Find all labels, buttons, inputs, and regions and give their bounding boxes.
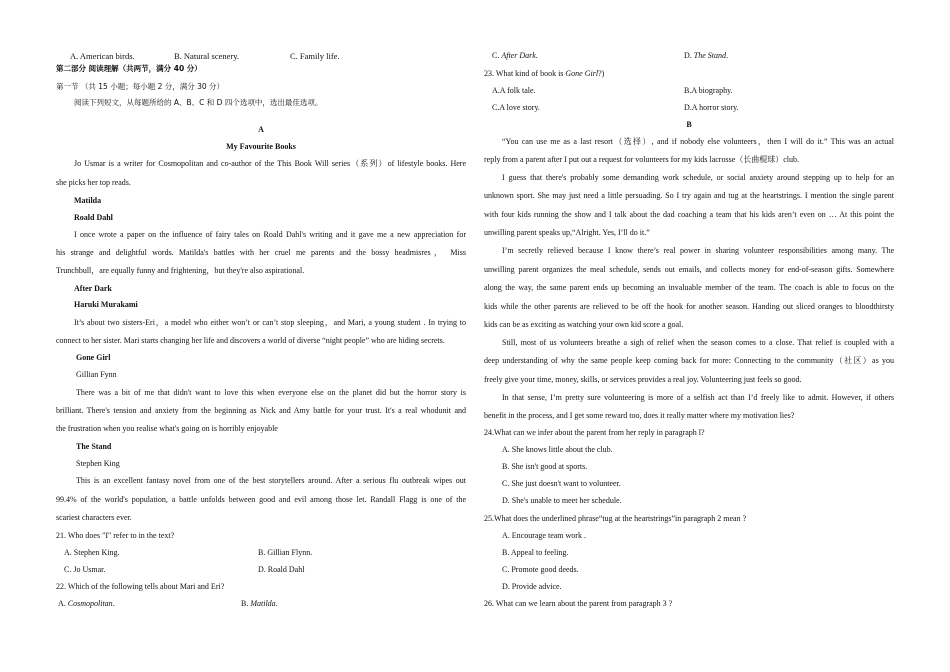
- passage-b-line-8: unwilling parent organizes the meal schedule, sends out emails, and collects money for end-of-season gifts. Somewhere: [484, 265, 894, 274]
- q22-option-b: B. Matilda.: [241, 599, 278, 608]
- prev-option-b: B. Natural scenery.: [174, 51, 240, 61]
- passage-b-line-13: deep understanding of why the same people keep coming back for more: Connecting to the community（社区）as you: [484, 356, 894, 365]
- passage-b-line-6: unwilling parent speaks up,“Alright. Yes, I’ll do it.”: [484, 228, 650, 237]
- passage-b-line-3: I guess that there's probably some demanding work schedule, or social anxiety around stepping up to help for an: [502, 173, 894, 182]
- q25-option-d: D. Provide advice.: [502, 582, 562, 591]
- q24-option-a: A. She knows little about the club.: [502, 445, 613, 454]
- instructions: 阅读下列短文，从每题所给的 A、B、C 和 D 四个选项中，选出最佳选项。: [74, 98, 323, 107]
- book1-line-2: his strange and delightful words. Matilda's battles with her cruel me parents and the bossy headmisres， Miss: [56, 248, 466, 257]
- passage-b-line-9: along the way, the same parent ends up becoming an invaluable member of the team. The coach is able to focus on the: [484, 283, 894, 292]
- passage-b-letter: B: [686, 120, 692, 129]
- book2-line-2: connect to her sister. Mari starts changing her life and discovers a world of diverse “night people” who are hiding secrets.: [56, 336, 445, 345]
- passage-b-line-5: with four kids running the show and I talk about the dad coaching a team that his kids aren’t even on … At this point the: [484, 210, 894, 219]
- prev-option-c: C. Family life.: [290, 51, 340, 61]
- book3-line-1: There was a bit of me that didn't want to love this when everyone else on the planet did but the horror story is: [76, 388, 466, 397]
- q25-option-c: C. Promote good deeds.: [502, 565, 579, 574]
- passage-b-line-4: unknown sport. She may just need a little persuading. So I try again and tug at the heartstrings. I mention the single parent: [484, 191, 894, 200]
- q23-stem: 23. What kind of book is Gone Girl?): [484, 69, 605, 78]
- q24-stem: 24.What can we infer about the parent from her reply in paragraph l?: [484, 428, 705, 437]
- q23-option-c: C.A love story.: [492, 103, 540, 112]
- intro-line-1: Jo Usmar is a writer for Cosmopolitan and co-author of the This Book Will series（系列）of lifestyle books. Here: [74, 159, 466, 168]
- q23-option-d: D.A horror story.: [684, 103, 739, 112]
- part-two-title: 第二部分 阅读理解（共两节，满分 40 分）: [56, 64, 202, 73]
- book4-author: Stephen King: [76, 459, 120, 468]
- book4-line-2: 99.4% of the world's population, a battle unfolds between good and evil among those let. Randall Flagg is one of the: [56, 495, 466, 504]
- book1-title: Matilda: [74, 196, 102, 205]
- q24-option-c: C. She just doesn't want to volunteer.: [502, 479, 621, 488]
- book4-line-3: scariest characters ever.: [56, 513, 132, 522]
- passage-b-line-11: kids can be as exciting as watching your own kid score a goal.: [484, 320, 684, 329]
- book4-title: The Stand: [76, 442, 112, 451]
- q25-option-a: A. Encourage team work .: [502, 531, 586, 540]
- passage-b-line-15: In that sense, I’m pretty sure volunteering is more of a selfish act than I’d freely like to admit. However, if others: [502, 393, 894, 402]
- q25-option-b: B. Appeal to feeling.: [502, 548, 569, 557]
- q24-option-b: B. She isn't good at sports.: [502, 462, 588, 471]
- passage-a-letter: A: [258, 125, 264, 134]
- book3-line-3: the frustration when you realise what's going on is horribly enjoyable: [56, 424, 278, 433]
- q21-option-d: D. Roald Dahl: [258, 565, 305, 574]
- q22-stem: 22. Which of the following tells about Mari and Eri?: [56, 582, 225, 591]
- passage-b-line-1: “You can use me as a last resort（选择）, and if nobody else volunteers，then I will do it.” This was an actual: [502, 137, 894, 146]
- passage-b-line-2: reply from a parent after I put out a request for volunteers for my kids lacrosse（长曲棍球）club.: [484, 155, 800, 164]
- passage-b-line-10: kids while the other parents are relieved to be off the hook for another season. Handing out sliced oranges to bloodthirsty: [484, 302, 894, 311]
- q22-option-d: D. The Stand.: [684, 51, 729, 60]
- book2-author: Haruki Murakami: [74, 300, 138, 309]
- q23-option-b: B.A biography.: [684, 86, 733, 95]
- q25-stem: 25.What does the underlined phrase“tug at the heartstrings”in paragraph 2 mean ?: [484, 514, 747, 523]
- passage-b-line-14: freely give your time, money, skills, or services provides a real joy. Volunteering just feels so good.: [484, 375, 802, 384]
- q21-option-a: A. Stephen King.: [64, 548, 120, 557]
- book1-author: Roald Dahl: [74, 213, 113, 222]
- q21-option-b: B. Gillian Flynn.: [258, 548, 313, 557]
- passage-b-line-7: I’m secretly relieved because I know there’s real power in sharing volunteer responsibilities among many. The: [502, 246, 894, 255]
- book3-title: Gone Girl: [76, 353, 111, 362]
- book3-author: Gillian Fynn: [76, 370, 117, 379]
- book2-title: After Dark: [74, 284, 112, 293]
- prev-option-a: A. American birds.: [70, 51, 135, 61]
- section-one-title: 第一节 （共 15 小题；每小题 2 分，满分 30 分）: [56, 82, 225, 91]
- q23-option-a: A.A folk tale.: [492, 86, 536, 95]
- book1-line-3: Trunchbull，are equally funny and frightening，but they're also aspirational.: [56, 266, 305, 275]
- passage-a-title: My Favourite Books: [226, 142, 296, 151]
- book1-line-1: I once wrote a paper on the influence of fairy tales on Roald Dahl's writing and it gave me a new appreciation for: [74, 230, 466, 239]
- book3-line-2: brilliant. There's tension and anxiety from the beginning as Nick and Amy battle for your trust. It's a real whodunit and: [56, 406, 466, 415]
- q26-stem: 26. What can we learn about the parent from paragraph 3 ?: [484, 599, 673, 608]
- passage-b-line-12: Still, most of us volunteers breathe a sigh of relief when the season comes to a close. That relief is coupled with a: [502, 338, 894, 347]
- q21-stem: 21. Who does "I" refer to in the text?: [56, 531, 175, 540]
- q24-option-d: D. She's unable to meet her schedule.: [502, 496, 622, 505]
- q22-option-a: A. Cosmopolitan.: [58, 599, 115, 608]
- q22-option-c: C. After Dark.: [492, 51, 538, 60]
- passage-b-line-16: benefit in the process, and I get some reward too, does it really matter where my motivation lies?: [484, 411, 795, 420]
- book2-line-1: It’s about two sisters-Eri，a model who either won’t or can’t stop sleeping，and Mari, a young student . In trying to: [74, 318, 466, 327]
- book4-line-1: This is an excellent fantasy novel from one of the best storytellers around. After a serious flu outbreak wipes out: [76, 476, 466, 485]
- q21-option-c: C. Jo Usmar.: [64, 565, 106, 574]
- intro-line-2: she picks her top reads.: [56, 178, 131, 187]
